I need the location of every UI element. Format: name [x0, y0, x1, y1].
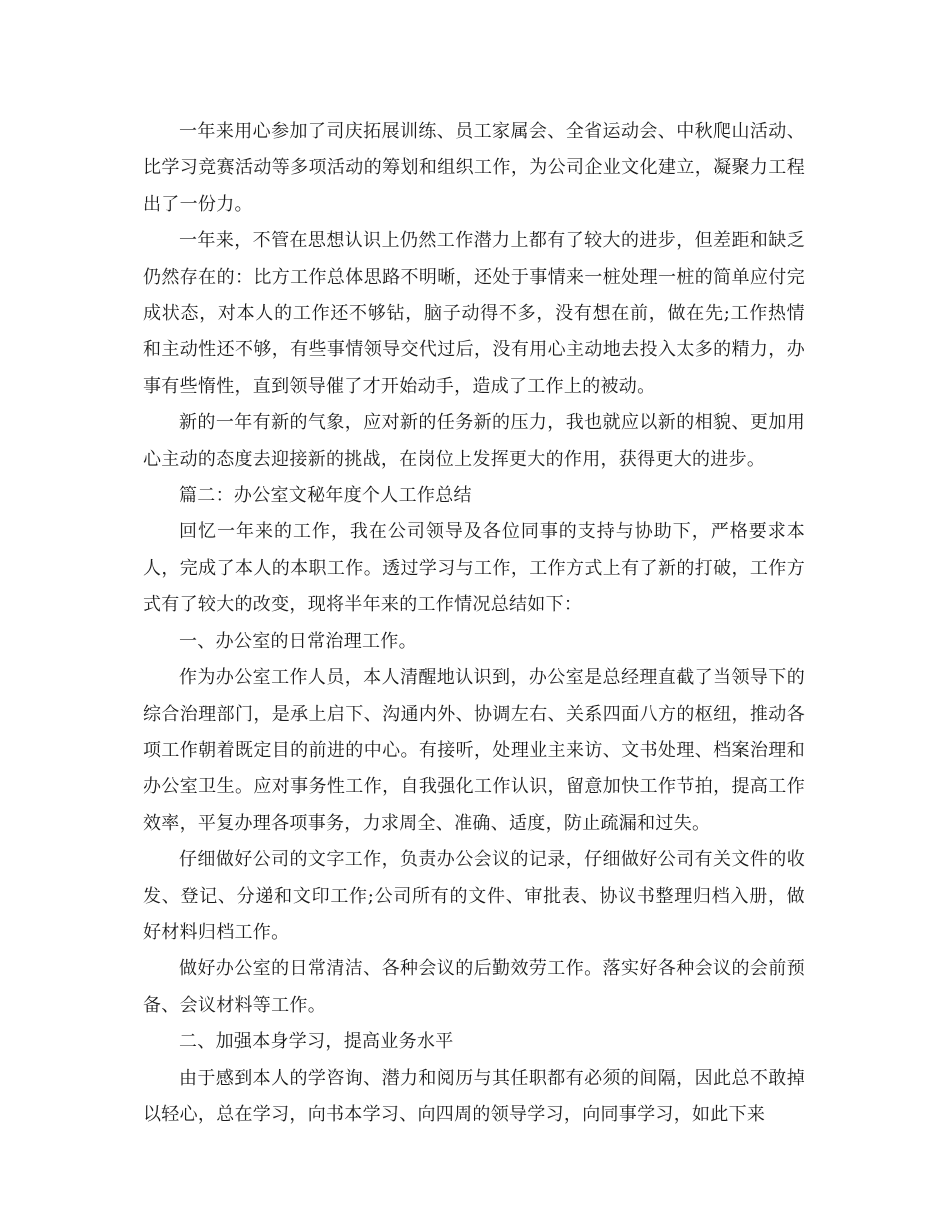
paragraph-review: 回忆一年来的工作，我在公司领导及各位同事的支持与协助下，严格要求本人，完成了本人的本职工作。透过学习与工作，工作方式上有了新的打破，工作方式有了较大的改变，现将半年来的工作情况总结如下： — [143, 521, 805, 616]
paragraph-new-year: 新的一年有新的气象，应对新的任务新的压力，我也就应以新的相貌、更加用心主动的态度去迎接新的挑战，在岗位上发挥更大的作用，获得更大的进步。 — [143, 412, 805, 470]
paragraph-cleaning-meetings: 做好办公室的日常清洁、各种会议的后勤效劳工作。落实好各种会议的会前预备、会议材料等工作。 — [143, 958, 805, 1016]
paragraph-office-role: 作为办公室工作人员，本人清醒地认识到，办公室是总经理直截了当领导下的综合治理部门，是承上启下、沟通内外、协调左右、关系四面八方的枢纽，推动各项工作朝着既定目的前进的中心。有接听，处理业主来访、文书处理、档案治理和办公室卫生。应对事务性工作，自我强化工作认识，留意加快工作节拍，提高工作效率，平复办理各项事务，力求周全、准确、适度，防止疏漏和过失。 — [143, 667, 805, 834]
document-body — [143, 114, 805, 1133]
section-heading-daily-management: 一、办公室的日常治理工作。 — [179, 630, 417, 652]
paragraph-activities: 一年来用心参加了司庆拓展训练、员工家属会、全省运动会、中秋爬山活动、比学习竞赛活动等多项活动的筹划和组织工作，为公司企业文化建立，凝聚力工程出了一份力。 — [143, 121, 805, 215]
paragraph-learning: 由于感到本人的学咨询、潜力和阅历与其任职都有必须的间隔，因此总不敢掉以轻心，总在学习，向书本学习、向四周的领导学习，向同事学习，如此下来 — [143, 1067, 805, 1125]
paragraph-document-work: 仔细做好公司的文字工作，负责办公会议的记录，仔细做好公司有关文件的收发、登记、分递和文印工作;公司所有的文件、审批表、协议书整理归档入册，做好材料归档工作。 — [143, 849, 805, 943]
paragraph-shortcomings: 一年来，不管在思想认识上仍然工作潜力上都有了较大的进步，但差距和缺乏仍然存在的：比方工作总体思路不明晰，还处于事情来一桩处理一桩的简单应付完成状态，对本人的工作还不够钻，脑子动得不多，没有想在前，做在先;工作热情和主动性还不够，有些事情领导交代过后，没有用心主动地去投入太多的精力，办事有些惰性，直到领导催了才开始动手，造成了工作上的被动。 — [143, 230, 805, 397]
section-heading-part-two: 篇二：办公室文秘年度个人工作总结 — [179, 485, 472, 507]
section-heading-self-study: 二、加强本身学习，提高业务水平 — [179, 1031, 454, 1053]
